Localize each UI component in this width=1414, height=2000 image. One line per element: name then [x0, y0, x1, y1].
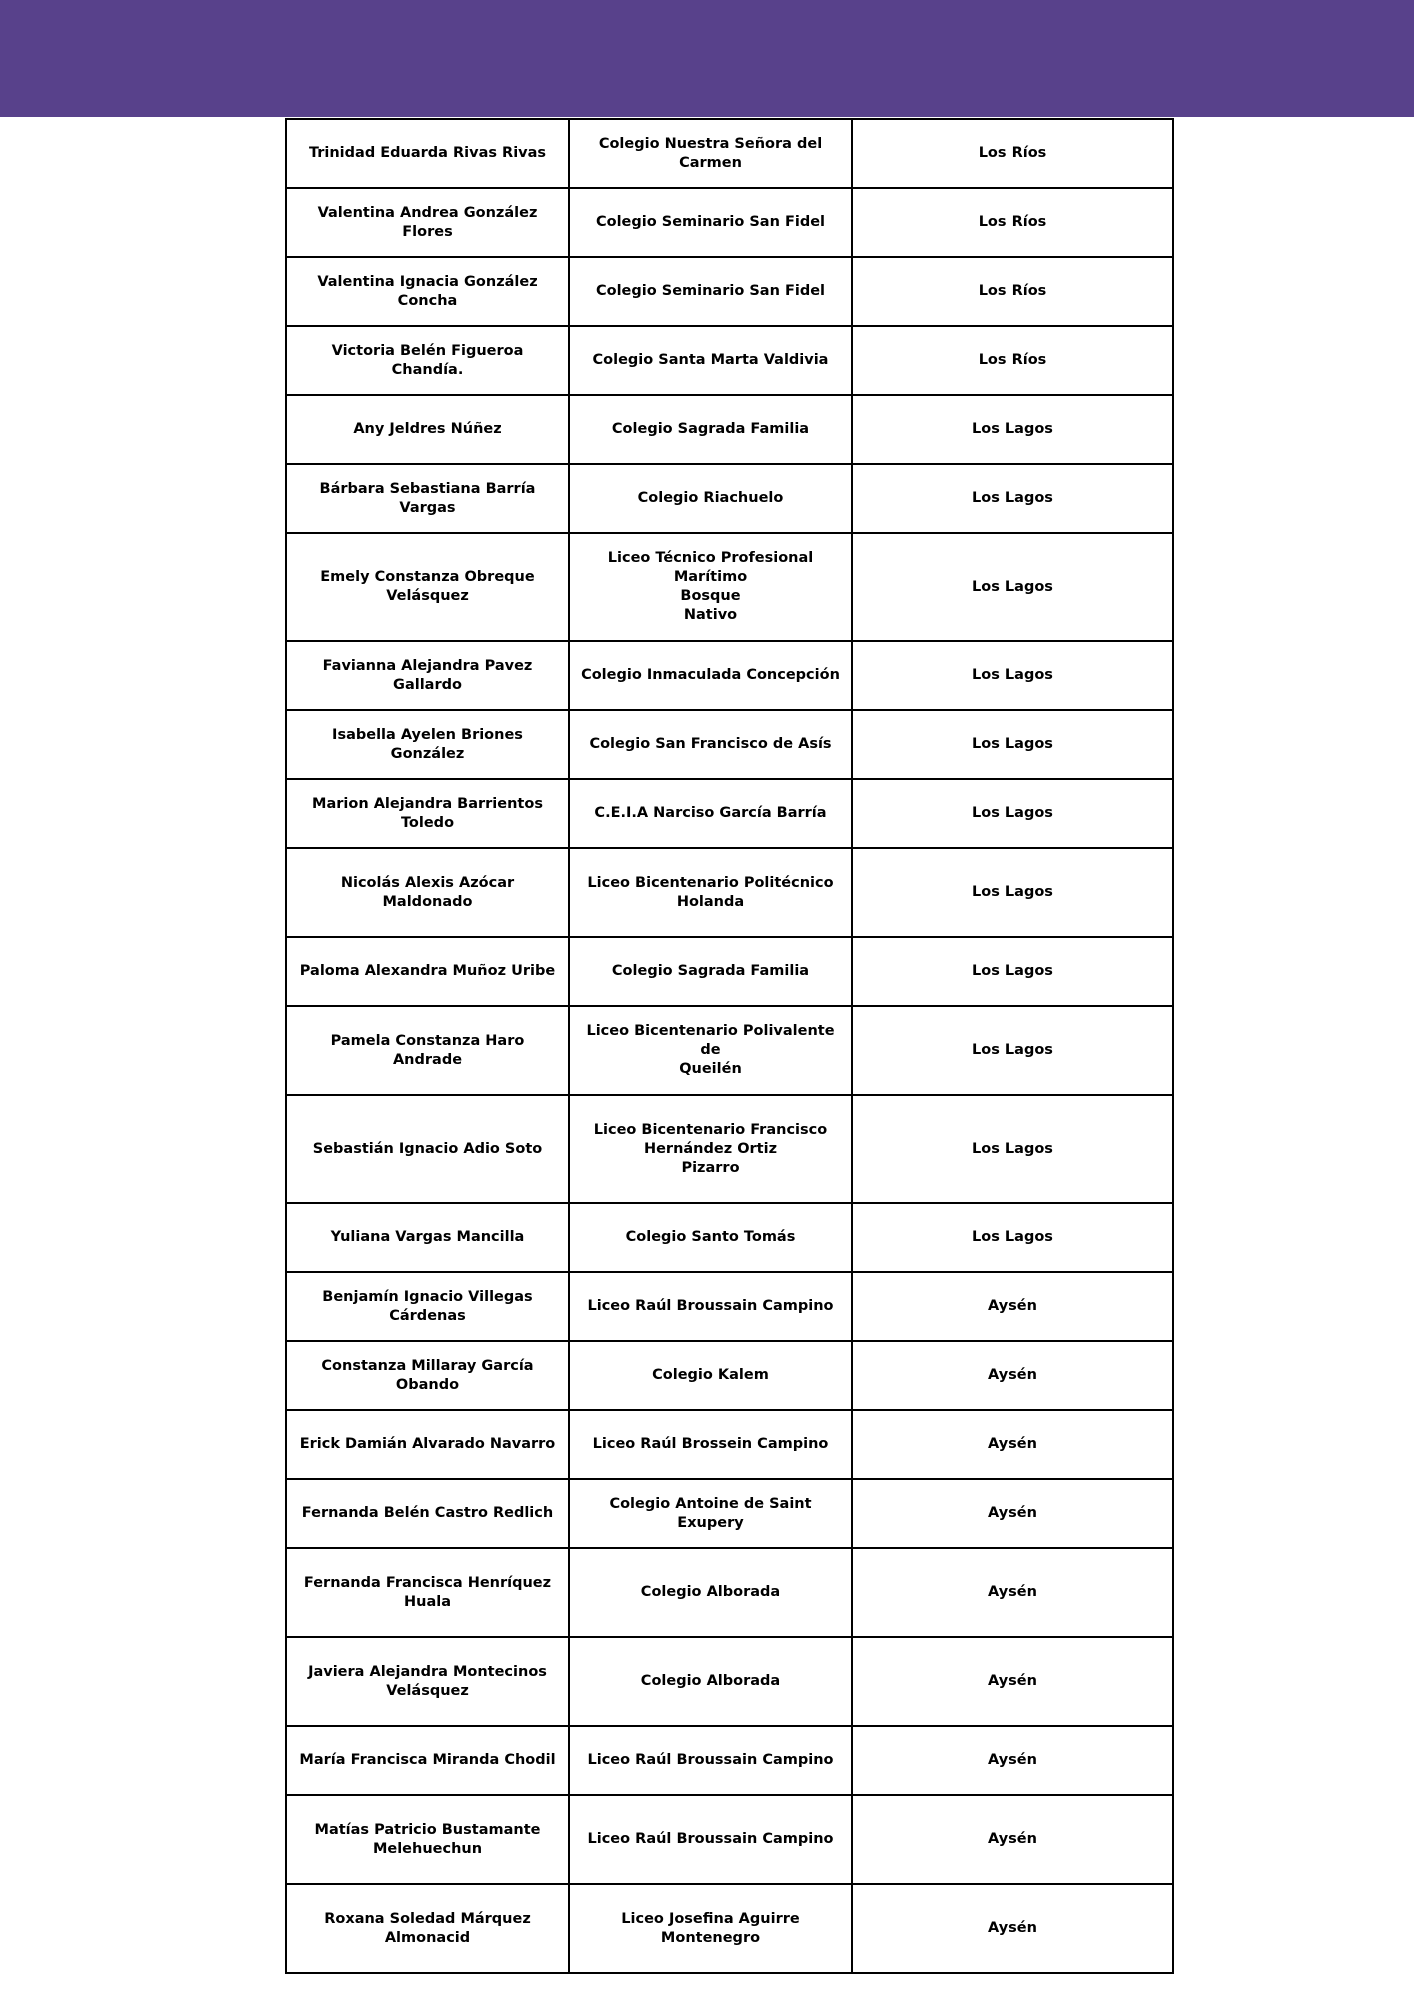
student-name-cell: Any Jeldres Núñez — [286, 395, 569, 464]
table-row — [286, 1341, 1173, 1410]
school-name-cell: Liceo Bicentenario Politécnico Holanda — [569, 848, 852, 937]
table-row — [286, 937, 1173, 1006]
table-row — [286, 257, 1173, 326]
region-cell: Los Ríos — [852, 119, 1173, 188]
table-row — [286, 1548, 1173, 1637]
students-table-body — [286, 119, 1173, 1973]
school-name-cell: Liceo Raúl Broussain Campino — [569, 1272, 852, 1341]
region-cell: Aysén — [852, 1795, 1173, 1884]
table-row — [286, 848, 1173, 937]
table-row — [286, 641, 1173, 710]
region-cell: Los Lagos — [852, 1203, 1173, 1272]
region-cell: Los Lagos — [852, 464, 1173, 533]
region-cell: Los Lagos — [852, 395, 1173, 464]
student-name-cell: Javiera Alejandra Montecinos Velásquez — [286, 1637, 569, 1726]
student-name-cell: Matías Patricio Bustamante Melehuechun — [286, 1795, 569, 1884]
region-cell: Los Lagos — [852, 779, 1173, 848]
region-cell: Los Lagos — [852, 641, 1173, 710]
student-name-cell: Fernanda Belén Castro Redlich — [286, 1479, 569, 1548]
student-name-cell: Fernanda Francisca Henríquez Huala — [286, 1548, 569, 1637]
student-name-cell: Pamela Constanza Haro Andrade — [286, 1006, 569, 1095]
school-name-cell: Colegio Seminario San Fidel — [569, 257, 852, 326]
school-name-cell: Colegio Inmaculada Concepción — [569, 641, 852, 710]
student-name-cell: Bárbara Sebastiana Barría Vargas — [286, 464, 569, 533]
student-name-cell: Victoria Belén Figueroa Chandía. — [286, 326, 569, 395]
table-row — [286, 1006, 1173, 1095]
school-name-cell: Colegio Sagrada Familia — [569, 937, 852, 1006]
school-name-cell: Liceo Técnico Profesional Marítimo Bosque Nativo — [569, 533, 852, 641]
region-cell: Aysén — [852, 1341, 1173, 1410]
region-cell: Los Lagos — [852, 533, 1173, 641]
school-name-cell: Colegio San Francisco de Asís — [569, 710, 852, 779]
table-row — [286, 326, 1173, 395]
table-row — [286, 1272, 1173, 1341]
student-name-cell: Benjamín Ignacio Villegas Cárdenas — [286, 1272, 569, 1341]
table-row — [286, 395, 1173, 464]
school-name-cell: Colegio Kalem — [569, 1341, 852, 1410]
student-name-cell: Valentina Andrea González Flores — [286, 188, 569, 257]
table-row — [286, 464, 1173, 533]
student-name-cell: Valentina Ignacia González Concha — [286, 257, 569, 326]
school-name-cell: Colegio Seminario San Fidel — [569, 188, 852, 257]
student-name-cell: Isabella Ayelen Briones González — [286, 710, 569, 779]
school-name-cell: Liceo Raúl Broussain Campino — [569, 1726, 852, 1795]
student-name-cell: Emely Constanza Obreque Velásquez — [286, 533, 569, 641]
region-cell: Los Lagos — [852, 1006, 1173, 1095]
school-name-cell: C.E.I.A Narciso García Barría — [569, 779, 852, 848]
region-cell: Los Lagos — [852, 710, 1173, 779]
table-row — [286, 1203, 1173, 1272]
region-cell: Aysén — [852, 1884, 1173, 1973]
school-name-cell: Liceo Bicentenario Francisco Hernández Ortiz Pizarro — [569, 1095, 852, 1203]
region-cell: Los Ríos — [852, 188, 1173, 257]
school-name-cell: Colegio Sagrada Familia — [569, 395, 852, 464]
region-cell: Aysén — [852, 1479, 1173, 1548]
region-cell: Aysén — [852, 1637, 1173, 1726]
table-row — [286, 1479, 1173, 1548]
table-row — [286, 119, 1173, 188]
school-name-cell: Colegio Santa Marta Valdivia — [569, 326, 852, 395]
students-table-container — [285, 118, 1172, 1974]
school-name-cell: Colegio Antoine de Saint Exupery — [569, 1479, 852, 1548]
school-name-cell: Liceo Raúl Broussain Campino — [569, 1795, 852, 1884]
school-name-cell: Colegio Alborada — [569, 1637, 852, 1726]
student-name-cell: Constanza Millaray García Obando — [286, 1341, 569, 1410]
table-row — [286, 1726, 1173, 1795]
student-name-cell: Paloma Alexandra Muñoz Uribe — [286, 937, 569, 1006]
student-name-cell: Trinidad Eduarda Rivas Rivas — [286, 119, 569, 188]
table-row — [286, 710, 1173, 779]
region-cell: Los Lagos — [852, 1095, 1173, 1203]
table-row — [286, 1795, 1173, 1884]
school-name-cell: Liceo Josefina Aguirre Montenegro — [569, 1884, 852, 1973]
table-row — [286, 1884, 1173, 1973]
school-name-cell: Liceo Raúl Brossein Campino — [569, 1410, 852, 1479]
student-name-cell: Favianna Alejandra Pavez Gallardo — [286, 641, 569, 710]
table-row — [286, 188, 1173, 257]
region-cell: Aysén — [852, 1410, 1173, 1479]
region-cell: Aysén — [852, 1272, 1173, 1341]
region-cell: Los Lagos — [852, 848, 1173, 937]
student-name-cell: María Francisca Miranda Chodil — [286, 1726, 569, 1795]
school-name-cell: Colegio Riachuelo — [569, 464, 852, 533]
students-table — [285, 118, 1174, 1974]
table-row — [286, 1410, 1173, 1479]
school-name-cell: Colegio Alborada — [569, 1548, 852, 1637]
region-cell: Los Ríos — [852, 257, 1173, 326]
region-cell: Aysén — [852, 1548, 1173, 1637]
region-cell: Los Ríos — [852, 326, 1173, 395]
student-name-cell: Nicolás Alexis Azócar Maldonado — [286, 848, 569, 937]
table-row — [286, 1095, 1173, 1203]
region-cell: Aysén — [852, 1726, 1173, 1795]
table-row — [286, 779, 1173, 848]
school-name-cell: Liceo Bicentenario Polivalente de Queilén — [569, 1006, 852, 1095]
table-row — [286, 533, 1173, 641]
student-name-cell: Sebastián Ignacio Adio Soto — [286, 1095, 569, 1203]
school-name-cell: Colegio Nuestra Señora del Carmen — [569, 119, 852, 188]
region-cell: Los Lagos — [852, 937, 1173, 1006]
student-name-cell: Marion Alejandra Barrientos Toledo — [286, 779, 569, 848]
student-name-cell: Roxana Soledad Márquez Almonacid — [286, 1884, 569, 1973]
student-name-cell: Yuliana Vargas Mancilla — [286, 1203, 569, 1272]
table-row — [286, 1637, 1173, 1726]
school-name-cell: Colegio Santo Tomás — [569, 1203, 852, 1272]
student-name-cell: Erick Damián Alvarado Navarro — [286, 1410, 569, 1479]
header-band — [0, 0, 1414, 117]
